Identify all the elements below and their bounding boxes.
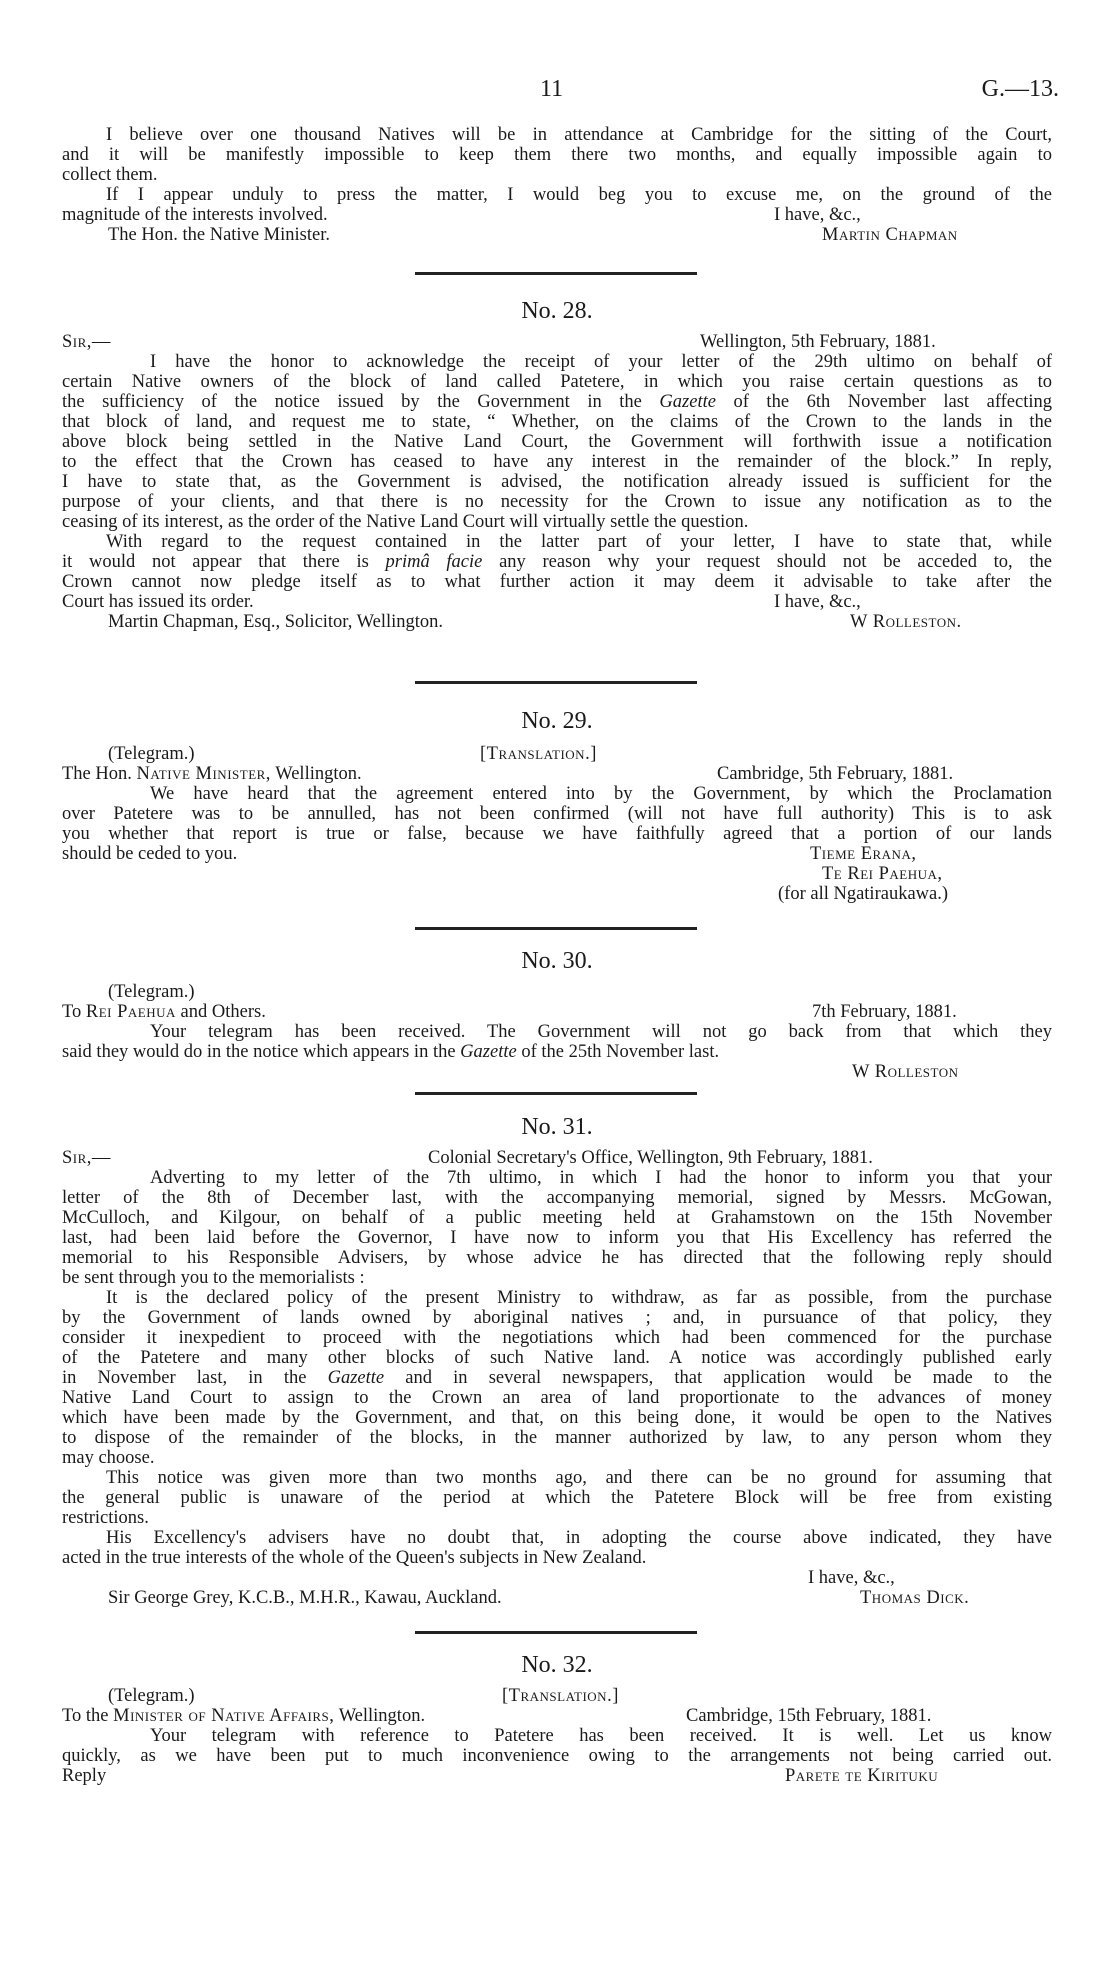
text-line: said they would do in the notice which appears in the Gazette of the 25th November last. bbox=[62, 1042, 720, 1062]
recipient-line: To the Minister of Native Affairs, Wellington. bbox=[62, 1706, 426, 1726]
signature: W Rolleston bbox=[852, 1062, 959, 1082]
section-heading: No. 31. bbox=[521, 1114, 593, 1140]
text-line: This notice was given more than two months ago, and there can be no ground for assuming that bbox=[106, 1468, 1052, 1488]
text-line: that block of land, and request me to state, “ Whether, on the claims of the Crown to the lands in the bbox=[62, 412, 1052, 432]
section-divider bbox=[415, 927, 697, 930]
text-line: Your telegram has been received. The Government will not go back from that which they bbox=[150, 1022, 1052, 1042]
dateline: Cambridge, 5th February, 1881. bbox=[717, 764, 954, 784]
section-heading: No. 32. bbox=[521, 1652, 593, 1678]
text-line: Adverting to my letter of the 7th ultimo, in which I had the honor to inform you that your bbox=[150, 1168, 1052, 1188]
text-line: We have heard that the agreement entered into by the Government, by which the Proclamation bbox=[150, 784, 1052, 804]
text-line: the general public is unaware of the period at which the Patetere Block will be free from existing bbox=[62, 1488, 1052, 1508]
text-line: Court has issued its order. bbox=[62, 592, 254, 612]
text-line: the sufficiency of the notice issued by the Government in the Gazette of the 6th November last affecting bbox=[62, 392, 1053, 412]
section-heading: No. 28. bbox=[521, 298, 593, 324]
text-line: With regard to the request contained in the latter part of your letter, I have to state that, while bbox=[106, 532, 1052, 552]
text-line: certain Native owners of the block of land called Patetere, in which you raise certain questions as to bbox=[62, 372, 1052, 392]
text-line: Reply bbox=[62, 1766, 107, 1786]
section-divider bbox=[415, 1092, 697, 1095]
text-line: may choose. bbox=[62, 1448, 155, 1468]
text-line: acted in the true interests of the whole of the Queen's subjects in New Zealand. bbox=[62, 1548, 647, 1568]
addressee: The Hon. the Native Minister. bbox=[108, 225, 330, 245]
text-line: I have the honor to acknowledge the receipt of your letter of the 29th ultimo on behalf of bbox=[150, 352, 1052, 372]
text-line: above block being settled in the Native Land Court, the Government will forthwith issue a notification bbox=[62, 432, 1052, 452]
text-line: His Excellency's advisers have no doubt that, in adopting the course above indicated, they have bbox=[106, 1528, 1052, 1548]
salutation: Sir,— bbox=[62, 332, 111, 352]
text-line: I believe over one thousand Natives will be in attendance at Cambridge for the sitting of the Court, bbox=[106, 125, 1052, 145]
text-line: If I appear unduly to press the matter, I would beg you to excuse me, on the ground of the bbox=[106, 185, 1052, 205]
telegram-label: (Telegram.) bbox=[108, 1686, 195, 1706]
text-line: to the effect that the Crown has ceased to have any interest in the remainder of the block.” In reply, bbox=[62, 452, 1052, 472]
text-line: consider it inexpedient to proceed with the negotiations which had been commenced for the purchase bbox=[62, 1328, 1052, 1348]
signature: Te Rei Paehua, bbox=[822, 864, 943, 884]
addressee: Martin Chapman, Esq., Solicitor, Wellington. bbox=[108, 612, 444, 632]
text-line: to dispose of the remainder of the blocks, in the manner authorized by law, to any person whom they bbox=[62, 1428, 1052, 1448]
recipient-line: The Hon. Native Minister, Wellington. bbox=[62, 764, 362, 784]
signature: W Rolleston. bbox=[850, 612, 962, 632]
text-line: quickly, as we have been put to much inconvenience owing to the arrangements not being carried out. bbox=[62, 1746, 1052, 1766]
closing: I have, &c., bbox=[774, 592, 861, 612]
text-line: I have to state that, as the Government is advised, the notification already issued is sufficient for the bbox=[62, 472, 1052, 492]
section-divider bbox=[415, 1631, 697, 1634]
telegram-label: (Telegram.) bbox=[108, 982, 195, 1002]
signature: Parete te Kirituku bbox=[785, 1766, 939, 1786]
text-line: Your telegram with reference to Patetere has been received. It is well. Let us know bbox=[150, 1726, 1052, 1746]
text-line: over Patetere was to be annulled, has not been confirmed (will not have full authority) This is to ask bbox=[62, 804, 1052, 824]
section-heading: No. 30. bbox=[521, 948, 593, 974]
dateline: Colonial Secretary's Office, Wellington, 9th February, 1881. bbox=[428, 1148, 873, 1168]
page-number: 11 bbox=[540, 76, 564, 102]
text-line: you whether that report is true or false, because we have faithfully agreed that a portion of our lands bbox=[62, 824, 1052, 844]
signature: Martin Chapman bbox=[822, 225, 958, 245]
document-reference: G.—13. bbox=[981, 76, 1059, 102]
signature: Thomas Dick. bbox=[860, 1588, 970, 1608]
dateline: Cambridge, 15th February, 1881. bbox=[686, 1706, 932, 1726]
signature: Tieme Erana, bbox=[810, 844, 917, 864]
text-line: it would not appear that there is primâ facie any reason why your request should not be acceded to, the bbox=[62, 552, 1052, 572]
signature-note: (for all Ngatiraukawa.) bbox=[778, 884, 949, 904]
text-line: be sent through you to the memorialists : bbox=[62, 1268, 365, 1288]
text-line: and it will be manifestly impossible to keep them there two months, and equally impossible again to bbox=[62, 145, 1052, 165]
text-line: should be ceded to you. bbox=[62, 844, 238, 864]
text-line: memorial to his Responsible Advisers, by whose advice he has directed that the following reply should bbox=[62, 1248, 1052, 1268]
addressee: Sir George Grey, K.C.B., M.H.R., Kawau, Auckland. bbox=[108, 1588, 502, 1608]
text-line: restrictions. bbox=[62, 1508, 149, 1528]
text-line: ceasing of its interest, as the order of the Native Land Court will virtually settle the question. bbox=[62, 512, 749, 532]
section-divider bbox=[415, 272, 697, 275]
section-heading: No. 29. bbox=[521, 708, 593, 734]
recipient-line: To Rei Paehua and Others. bbox=[62, 1002, 266, 1022]
text-line: Native Land Court to assign to the Crown an area of land proportionate to the advances of money bbox=[62, 1388, 1052, 1408]
section-divider bbox=[415, 681, 697, 684]
text-line: which have been made by the Government, and that, on this being done, it would be open to the Natives bbox=[62, 1408, 1052, 1428]
text-line: Crown cannot now pledge itself as to what further action it may deem it advisable to take after the bbox=[62, 572, 1052, 592]
text-line: in November last, in the Gazette and in several newspapers, that application would be made to the bbox=[62, 1368, 1053, 1388]
dateline: 7th February, 1881. bbox=[812, 1002, 957, 1022]
text-line: letter of the 8th of December last, with the accompanying memorial, signed by Messrs. McGowan, bbox=[62, 1188, 1052, 1208]
text-line: last, had been laid before the Governor, I have now to inform you that His Excellency has referred the bbox=[62, 1228, 1052, 1248]
text-line: magnitude of the interests involved. bbox=[62, 205, 328, 225]
closing: I have, &c., bbox=[774, 205, 861, 225]
closing: I have, &c., bbox=[808, 1568, 895, 1588]
translation-label: [Translation.] bbox=[502, 1686, 619, 1706]
text-line: of the Patetere and many other blocks of such Native land. A notice was accordingly published early bbox=[62, 1348, 1052, 1368]
text-line: McCulloch, and Kilgour, on behalf of a public meeting held at Grahamstown on the 15th November bbox=[62, 1208, 1052, 1228]
text-line: by the Government of lands owned by aboriginal natives ; and, in pursuance of that policy, they bbox=[62, 1308, 1052, 1328]
dateline: Wellington, 5th February, 1881. bbox=[700, 332, 936, 352]
telegram-label: (Telegram.) bbox=[108, 744, 195, 764]
salutation: Sir,— bbox=[62, 1148, 111, 1168]
text-line: collect them. bbox=[62, 165, 158, 185]
text-line: It is the declared policy of the present Ministry to withdraw, as far as possible, from the purchase bbox=[106, 1288, 1052, 1308]
text-line: purpose of your clients, and that there is no necessity for the Crown to issue any notification as to the bbox=[62, 492, 1052, 512]
translation-label: [Translation.] bbox=[480, 744, 597, 764]
